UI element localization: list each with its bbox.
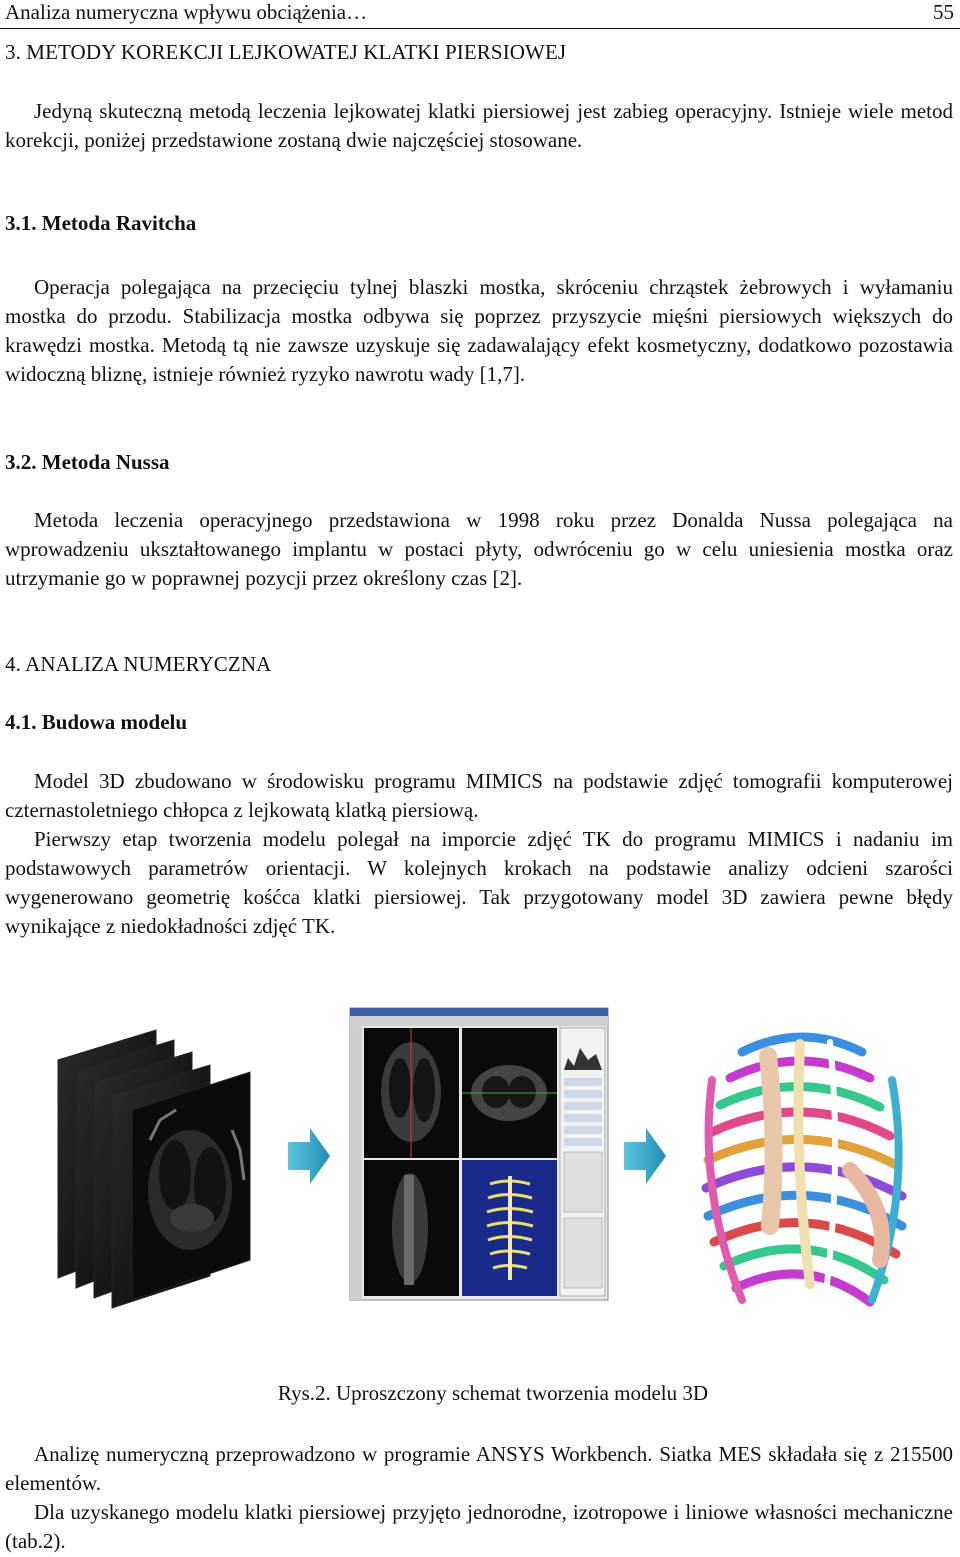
section-3-1-heading: 3.1. Metoda Ravitcha <box>5 211 197 235</box>
rib-cage-3d-model <box>706 1037 902 1302</box>
ct-slice-stack <box>58 1030 250 1308</box>
section-4-1-heading: 4.1. Budowa modelu <box>5 710 188 734</box>
section-4-1-paragraph-2: Pierwszy etap tworzenia modelu polegał na imporcie zdjęć TK do programu MIMICS i nadaniu im podstawowych parametrów orientacji. W kolejnych krokach na podstawie analizy odcieni szarości wygenerowano geometrię kośćca klatki piersiowej. Tak przygotowany model 3D zawiera pewne błędy wynikające z niedokładności zdjęć TK. <box>5 827 953 938</box>
section-3-2-text: Metoda leczenia operacyjnego przedstawiona w 1998 roku przez Donalda Nussa polegająca na wprowadzeniu ukształtowanego implantu w postaci płyty, odwróceniu go w celu uniesienia mostka oraz utrzymanie go w poprawnej pozycji przez określony czas [2]. <box>5 508 953 590</box>
figure-caption: Rys.2. Uproszczony schemat tworzenia modelu 3D <box>277 1381 709 1405</box>
section-4-paragraph-3: Analizę numeryczną przeprowadzono w programie ANSYS Workbench. Siatka MES składała się z 215500 elementów. <box>5 1442 953 1495</box>
section-4-1-paragraph-1: Model 3D zbudowano w środowisku programu MIMICS na podstawie zdjęć tomografii komputerowej czternastoletniego chłopca z lejkowatą klatką piersiową. <box>5 769 953 822</box>
mimics-software-window <box>350 1008 608 1300</box>
arrow-right-icon <box>624 1128 666 1184</box>
running-header: Analiza numeryczna wpływu obciążenia… <box>5 0 368 24</box>
arrow-right-icon <box>288 1128 330 1184</box>
section-3-intro: Jedyną skuteczną metodą leczenia lejkowatej klatki piersiowej jest zabieg operacyjny. Istnieje wiele metod korekcji, poniżej przedstawione zostaną dwie najczęściej stosowane. <box>5 99 953 152</box>
page-number: 55 <box>933 0 954 24</box>
section-4-paragraph-4: Dla uzyskanego modelu klatki piersiowej przyjęto jednorodne, izotropowe i liniowe własności mechaniczne (tab.2). <box>5 1500 953 1553</box>
header-rule <box>0 28 960 29</box>
section-3-1-text: Operacja polegająca na przecięciu tylnej blaszki mostka, skróceniu chrząstek żebrowych i wyłamaniu mostka do przodu. Stabilizacja mostka odbywa się poprzez przyszycie mięśni piersiowych większych do krawędzi mostka. Metodą tą nie zawsze uzyskuje się zadawalający efekt kosmetyczny, dodatkowo pozostawia widoczną bliznę, istnieje również ryzyko nawrotu wady [1,7]. <box>5 275 953 386</box>
section-4-heading: 4. ANALIZA NUMERYCZNA <box>5 652 272 676</box>
section-3-2-heading: 3.2. Metoda Nussa <box>5 450 170 474</box>
section-3-heading: 3. METODY KOREKCJI LEJKOWATEJ KLATKI PIERSIOWEJ <box>5 40 567 64</box>
figure-model-pipeline <box>0 960 960 1360</box>
